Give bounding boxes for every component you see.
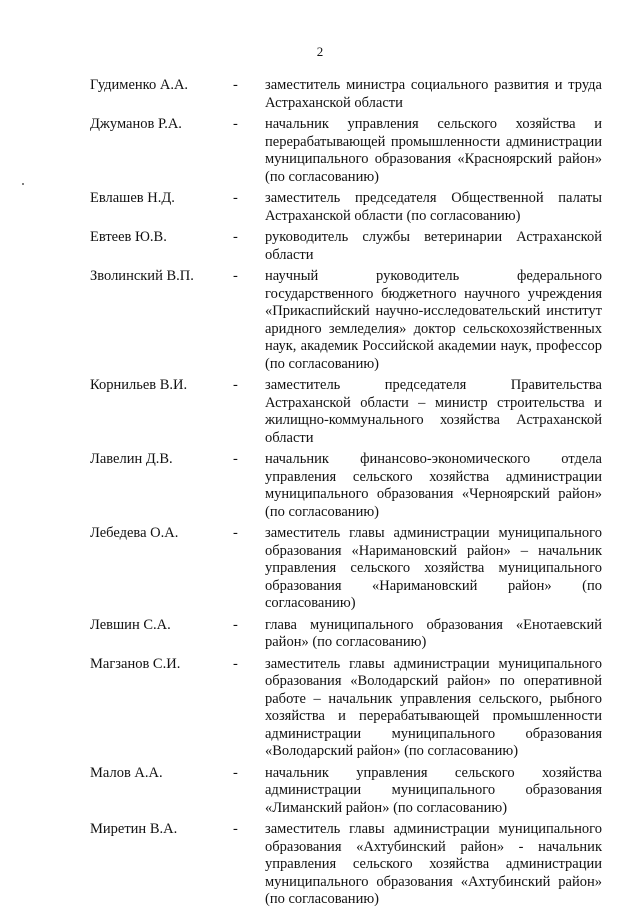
member-position: руководитель службы ветеринарии Астраханской области [265, 229, 602, 263]
list-item [0, 656, 640, 761]
list-item [0, 229, 640, 264]
separator-dash: - [233, 525, 238, 541]
member-name: Евлашев Н.Д. [90, 190, 175, 206]
separator-dash: - [233, 616, 238, 633]
separator-dash: - [233, 229, 238, 245]
separator-dash: - [233, 451, 238, 467]
page-number: 2 [316, 44, 324, 59]
member-name: Джуманов Р.А. [90, 116, 182, 132]
list-item [0, 377, 640, 447]
member-name: Миретин В.А. [90, 821, 178, 837]
list-item [0, 821, 640, 909]
member-position: научный руководитель федерального государственного бюджетного научного учреждения «Прикаспийский научно-исследовательский институт аридного земледелия» доктор сельскохозяйственных наук, академик Российской академии наук, профессор (по согласованию) [265, 268, 602, 372]
member-position: заместитель главы администрации муниципального образования «Ахтубинский район» - начальник управления сельского хозяйства администрации муниципального образования «Ахтубинский район» (по согласованию) [265, 821, 602, 907]
member-name: Зволинский В.П. [90, 268, 194, 284]
member-position: глава муниципального образования «Енотаевский район» (по согласованию) [265, 616, 602, 650]
member-name: Евтеев Ю.В. [90, 229, 167, 245]
list-item [0, 617, 640, 652]
member-position: начальник финансово-экономического отдела управления сельского хозяйства администрации муниципального образования «Черноярский район» (по согласованию) [265, 451, 602, 520]
member-position: заместитель председателя Правительства Астраханской области – министр строительства и жилищно-коммунального хозяйства Астраханской области [265, 377, 602, 446]
separator-dash: - [233, 268, 238, 284]
member-position: начальник управления сельского хозяйства администрации муниципального образования «Лиманский район» (по согласованию) [265, 764, 602, 816]
separator-dash: - [233, 764, 238, 781]
list-item [0, 268, 640, 373]
list-item [0, 525, 640, 613]
member-name: Левшин С.А. [90, 616, 171, 633]
separator-dash: - [233, 655, 238, 672]
member-name: Корнильев В.И. [90, 377, 188, 393]
member-position: заместитель министра социального развития и труда Астраханской области [265, 77, 602, 111]
member-name: Гудименко А.А. [90, 77, 189, 93]
member-name: Магзанов С.И. [90, 655, 181, 672]
member-name: Малов А.А. [90, 764, 163, 781]
list-item [0, 77, 640, 112]
list-item [0, 765, 640, 818]
separator-dash: - [233, 821, 238, 837]
separator-dash: - [233, 190, 238, 206]
list-item [0, 451, 640, 521]
member-position: заместитель главы администрации муниципального образования «Володарский район» по оперативной работе – начальник управления сельского, рыбного хозяйства и перерабатывающей промышленности администрации муниципального образования «Володарский район» (по согласованию) [265, 655, 602, 759]
list-item [0, 116, 640, 186]
member-name: Лебедева О.А. [90, 525, 179, 541]
list-item [0, 190, 640, 225]
separator-dash: - [233, 377, 238, 393]
member-list [0, 77, 640, 913]
member-position: начальник управления сельского хозяйства и перерабатывающей промышленности администрации муниципального образования «Красноярский район» (по согласованию) [265, 116, 602, 185]
separator-dash: - [233, 116, 238, 132]
member-position: заместитель председателя Общественной палаты Астраханской области (по согласованию) [265, 190, 602, 224]
member-name: Лавелин Д.В. [90, 451, 173, 467]
member-position: заместитель главы администрации муниципального образования «Наримановский район» – начальник управления сельского хозяйства муниципального образования «Наримановский район» (по согласованию) [265, 525, 602, 611]
separator-dash: - [233, 77, 238, 93]
